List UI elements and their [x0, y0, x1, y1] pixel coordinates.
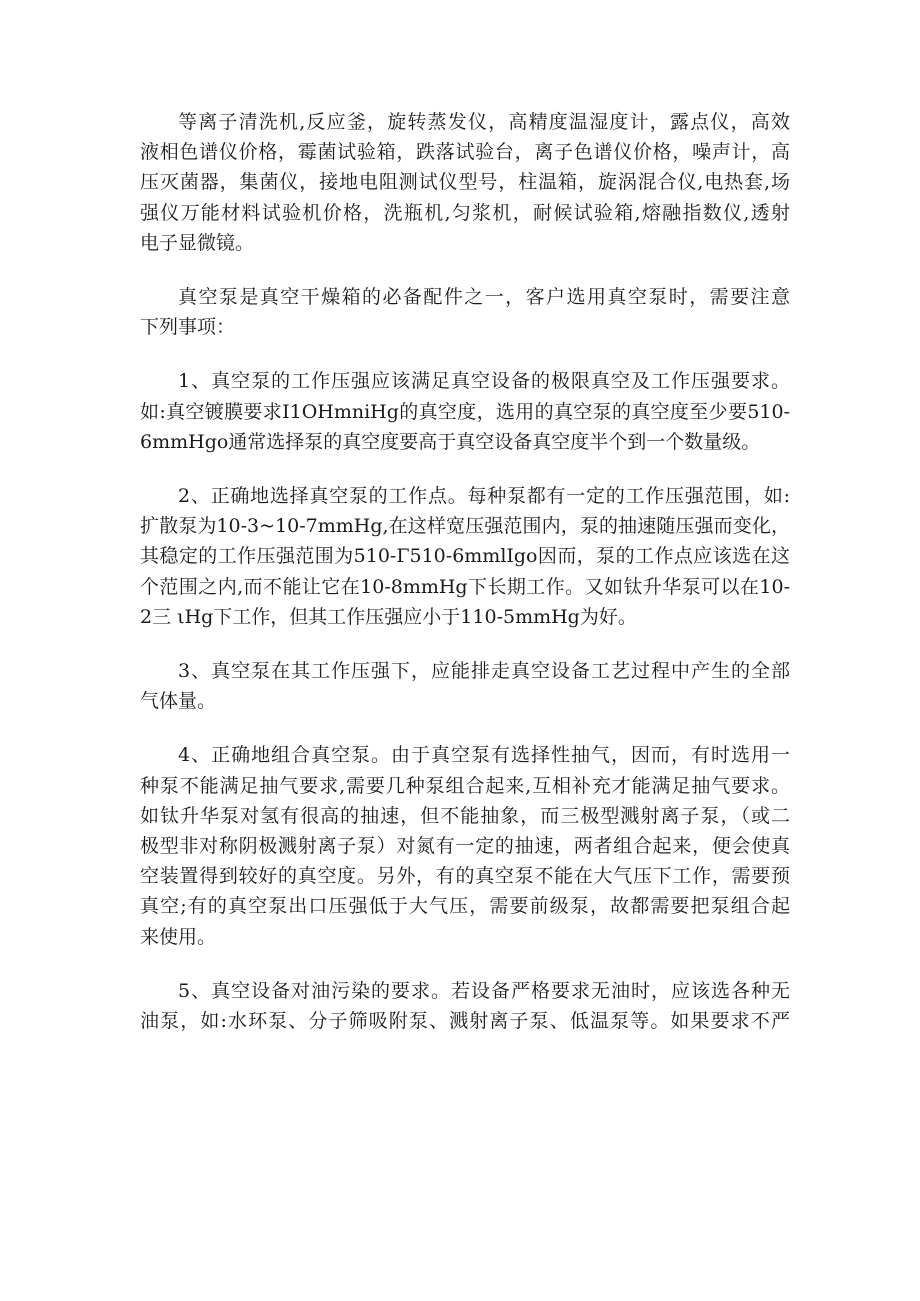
paragraph-item-1 [140, 366, 790, 457]
text-line: 5、真空设备对油污染的要求。若设备严格要求无油时，应该选各种无 [178, 979, 790, 1002]
text-line: 个范围之内,而不能让它在10-8mmHg下长期工作。又如钛升华泵可以在10- [140, 575, 790, 598]
text-line: 3、真空泵在其工作压强下，应能排走真空设备工艺过程中产生的全部 [178, 660, 790, 683]
text-line: 电子显微镜。 [140, 231, 255, 254]
text-line: 真空泵是真空干燥箱的必备配件之一，客户选用真空泵时，需要注意 [178, 286, 790, 309]
text-line: 如:真空镀膜要求I1OHmniHg的真空度，选用的真空泵的真空度至少要510- [140, 400, 790, 423]
text-line: 油泵，如:水环泵、分子筛吸附泵、溅射离子泵、低温泵等。如果要求不严 [140, 1010, 790, 1033]
text-line: 空装置得到较好的真空度。另外，有的真空泵不能在大气压下工作，需要预 [140, 865, 790, 888]
paragraph-instrument-list [140, 107, 790, 258]
text-line: 其稳定的工作压强范围为510-Γ510-6mmlIgo因而，泵的工作点应该选在这 [140, 545, 790, 568]
paragraph-item-4 [140, 740, 790, 951]
text-line: 2三 ιHg下工作，但其工作压强应小于110-5mmHg为好。 [140, 605, 637, 628]
text-line: 扩散泵为10-3~10-7mmHg,在这样宽压强范围内，泵的抽速随压强而变化， [140, 515, 790, 538]
text-line: 压灭菌器，集菌仪，接地电阻测试仪型号，柱温箱，旋涡混合仪,电热套,场 [140, 171, 790, 194]
text-line: 1、真空泵的工作压强应该满足真空设备的极限真空及工作压强要求。 [178, 370, 790, 393]
text-line: 下列事项： [140, 316, 236, 339]
text-line: 来使用。 [140, 925, 217, 948]
text-line: 6mmHgo通常选择泵的真空度要高于真空设备真空度半个到一个数量级。 [140, 430, 761, 453]
text-line: 气体量。 [140, 690, 217, 713]
paragraph-item-2 [140, 481, 790, 632]
text-line: 强仪万能材料试验机价格，洗瓶机,匀浆机，耐候试验箱,熔融指数仪,透射 [140, 201, 790, 224]
paragraph-intro [140, 282, 790, 342]
paragraph-item-3 [140, 656, 790, 716]
text-line: 液相色谱仪价格，霉菌试验箱，跌落试验台，离子色谱仪价格，噪声计，高 [140, 141, 790, 164]
text-line: 极型非对称阴极溅射离子泵）对氮有一定的抽速，两者组合起来，便会使真 [140, 835, 790, 858]
text-line: 等离子清洗机,反应釜，旋转蒸发仪，高精度温湿度计，露点仪，高效 [178, 111, 790, 133]
text-line: 种泵不能满足抽气要求,需要几种泵组合起来,互相补充才能满足抽气要求。 [140, 774, 790, 797]
document-body [140, 107, 790, 1060]
text-line: 真空;有的真空泵出口压强低于大气压，需要前级泵，故都需要把泵组合起 [140, 895, 790, 918]
paragraph-item-5 [140, 976, 790, 1036]
text-line: 如钛升华泵对氢有很高的抽速，但不能抽象，而三极型溅射离子泵，（或二 [140, 804, 790, 827]
text-line: 4、正确地组合真空泵。由于真空泵有选择性抽气，因而，有时选用一 [178, 744, 790, 767]
text-line: 2、正确地选择真空泵的工作点。每种泵都有一定的工作压强范围，如: [178, 485, 790, 508]
